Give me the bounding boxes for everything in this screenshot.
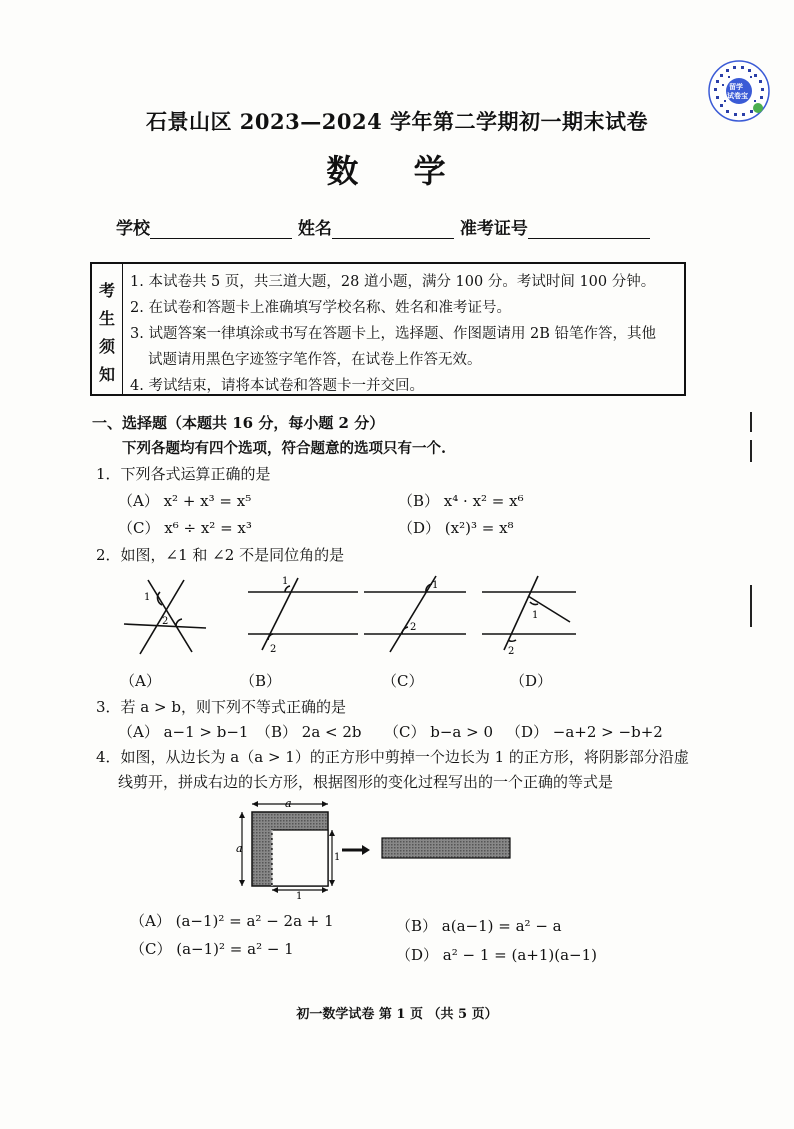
question-1-option-c[interactable]: （C） x⁶ ÷ x² = x³ (118, 519, 252, 537)
exam-subject: 数 学 (326, 152, 468, 190)
question-2-option-c[interactable]: （C） (382, 672, 424, 690)
question-3-stem: 3．若 a > b，则下列不等式正确的是 (96, 698, 346, 716)
notice-side-char: 须 (99, 337, 116, 356)
figure-4-label-1-right: 1 (334, 852, 341, 863)
page-footer: 初一数学试卷 第 1 页 （共 5 页） (296, 1007, 498, 1022)
question-4-stem-line2: 线剪开，拼成右边的长方形，根据图形的变化过程写出的一个正确的等式是 (118, 773, 614, 791)
notice-item: 4. 考试结束，请将本试卷和答题卡一并交回。 (130, 378, 424, 394)
figure-2b-angle-1: 1 (282, 576, 289, 587)
figure-2d (482, 576, 576, 650)
question-2-option-a[interactable]: （A） (120, 672, 161, 690)
question-4-option-c[interactable]: （C） (a−1)² = a² − 1 (130, 940, 294, 958)
notice-item: 试题请用黑色字迹签字笔作答，在试卷上作答无效。 (148, 352, 482, 368)
figure-4-label-a-left: a (236, 842, 243, 855)
scan-edge-mark (750, 440, 752, 462)
exam-title: 石景山区 2023—2024 学年第二学期初一期末试卷 (145, 109, 648, 134)
figure-2c-angle-2: 2 (410, 622, 417, 633)
notice-item: 2. 在试卷和答题卡上准确填写学校名称、姓名和准考证号。 (130, 300, 511, 316)
qr-badge-line1: 留学 (729, 83, 743, 91)
scan-edge-mark (750, 412, 752, 432)
notice-side-label (92, 264, 123, 394)
question-1-option-a[interactable]: （A） x² + x³ = x⁵ (118, 492, 252, 510)
question-3-option-b[interactable]: （B） 2a < 2b (256, 723, 362, 741)
figure-2d-angle-2: 2 (508, 646, 515, 657)
question-3-option-c[interactable]: （C） b−a > 0 (384, 723, 494, 741)
figure-2c-angle-1: 1 (432, 580, 439, 591)
question-1-option-b[interactable]: （B） x⁴ · x² = x⁶ (398, 492, 524, 510)
figure-2a-angle-1: 1 (144, 592, 151, 603)
section-instruction: 下列各题均有四个选项，符合题意的选项只有一个. (122, 440, 447, 457)
question-4-option-b[interactable]: （B） a(a−1) = a² − a (396, 917, 562, 935)
figure-2b-angle-2: 2 (270, 644, 277, 655)
question-1-stem: 1．下列各式运算正确的是 (96, 465, 271, 483)
question-2-option-b[interactable]: （B） (240, 672, 282, 690)
question-2-figures (120, 572, 590, 664)
question-2-stem: 2．如图，∠1 和 ∠2 不是同位角的是 (96, 546, 345, 564)
field-name-line[interactable] (332, 222, 454, 239)
field-school-line[interactable] (150, 222, 292, 239)
figure-4-label-a-top: a (285, 797, 292, 810)
figure-2a-angle-2: 2 (162, 616, 169, 627)
question-3-option-a[interactable]: （A） a−1 > b−1 (118, 723, 249, 741)
field-id-label: 准考证号 (459, 219, 528, 239)
notice-item: 3. 试题答案一律填涂或书写在答题卡上，选择题、作图题请用 2B 铅笔作答，其他 (130, 326, 657, 342)
figure-4-label-1-bottom: 1 (296, 891, 303, 900)
figure-2d-angle-1: 1 (532, 610, 539, 621)
notice-side-char: 生 (99, 309, 116, 328)
field-school-label: 学校 (116, 219, 150, 239)
section-title: 一、选择题（本题共 16 分，每小题 2 分） (92, 414, 385, 432)
student-info-fields (116, 214, 650, 239)
question-2-option-d[interactable]: （D） (510, 672, 553, 690)
figure-2b (248, 578, 358, 650)
notice-side-char: 知 (99, 365, 116, 384)
question-1-option-d[interactable]: （D） (x²)³ = x⁸ (398, 519, 514, 537)
field-name-label: 姓名 (297, 219, 332, 239)
field-id-line[interactable] (528, 222, 650, 239)
scan-edge-mark (750, 585, 752, 627)
exam-notice-box (90, 262, 686, 396)
question-4-figure (232, 796, 522, 900)
question-4-stem-line1: 4．如图，从边长为 a（a > 1）的正方形中剪掉一个边长为 1 的正方形，将阴影部分沿虚 (96, 748, 689, 766)
question-4-option-d[interactable]: （D） a² − 1 = (a+1)(a−1) (396, 946, 598, 964)
question-4-option-a[interactable]: （A） (a−1)² = a² − 2a + 1 (130, 912, 334, 930)
qr-badge-line2: 试卷宝 (727, 92, 748, 100)
figure-2c (364, 576, 466, 652)
notice-item: 1. 本试卷共 5 页，共三道大题，28 道小题，满分 100 分。考试时间 100 分钟。 (130, 274, 656, 290)
notice-side-char: 考 (99, 281, 116, 300)
question-3-option-d[interactable]: （D） −a+2 > −b+2 (506, 723, 663, 741)
